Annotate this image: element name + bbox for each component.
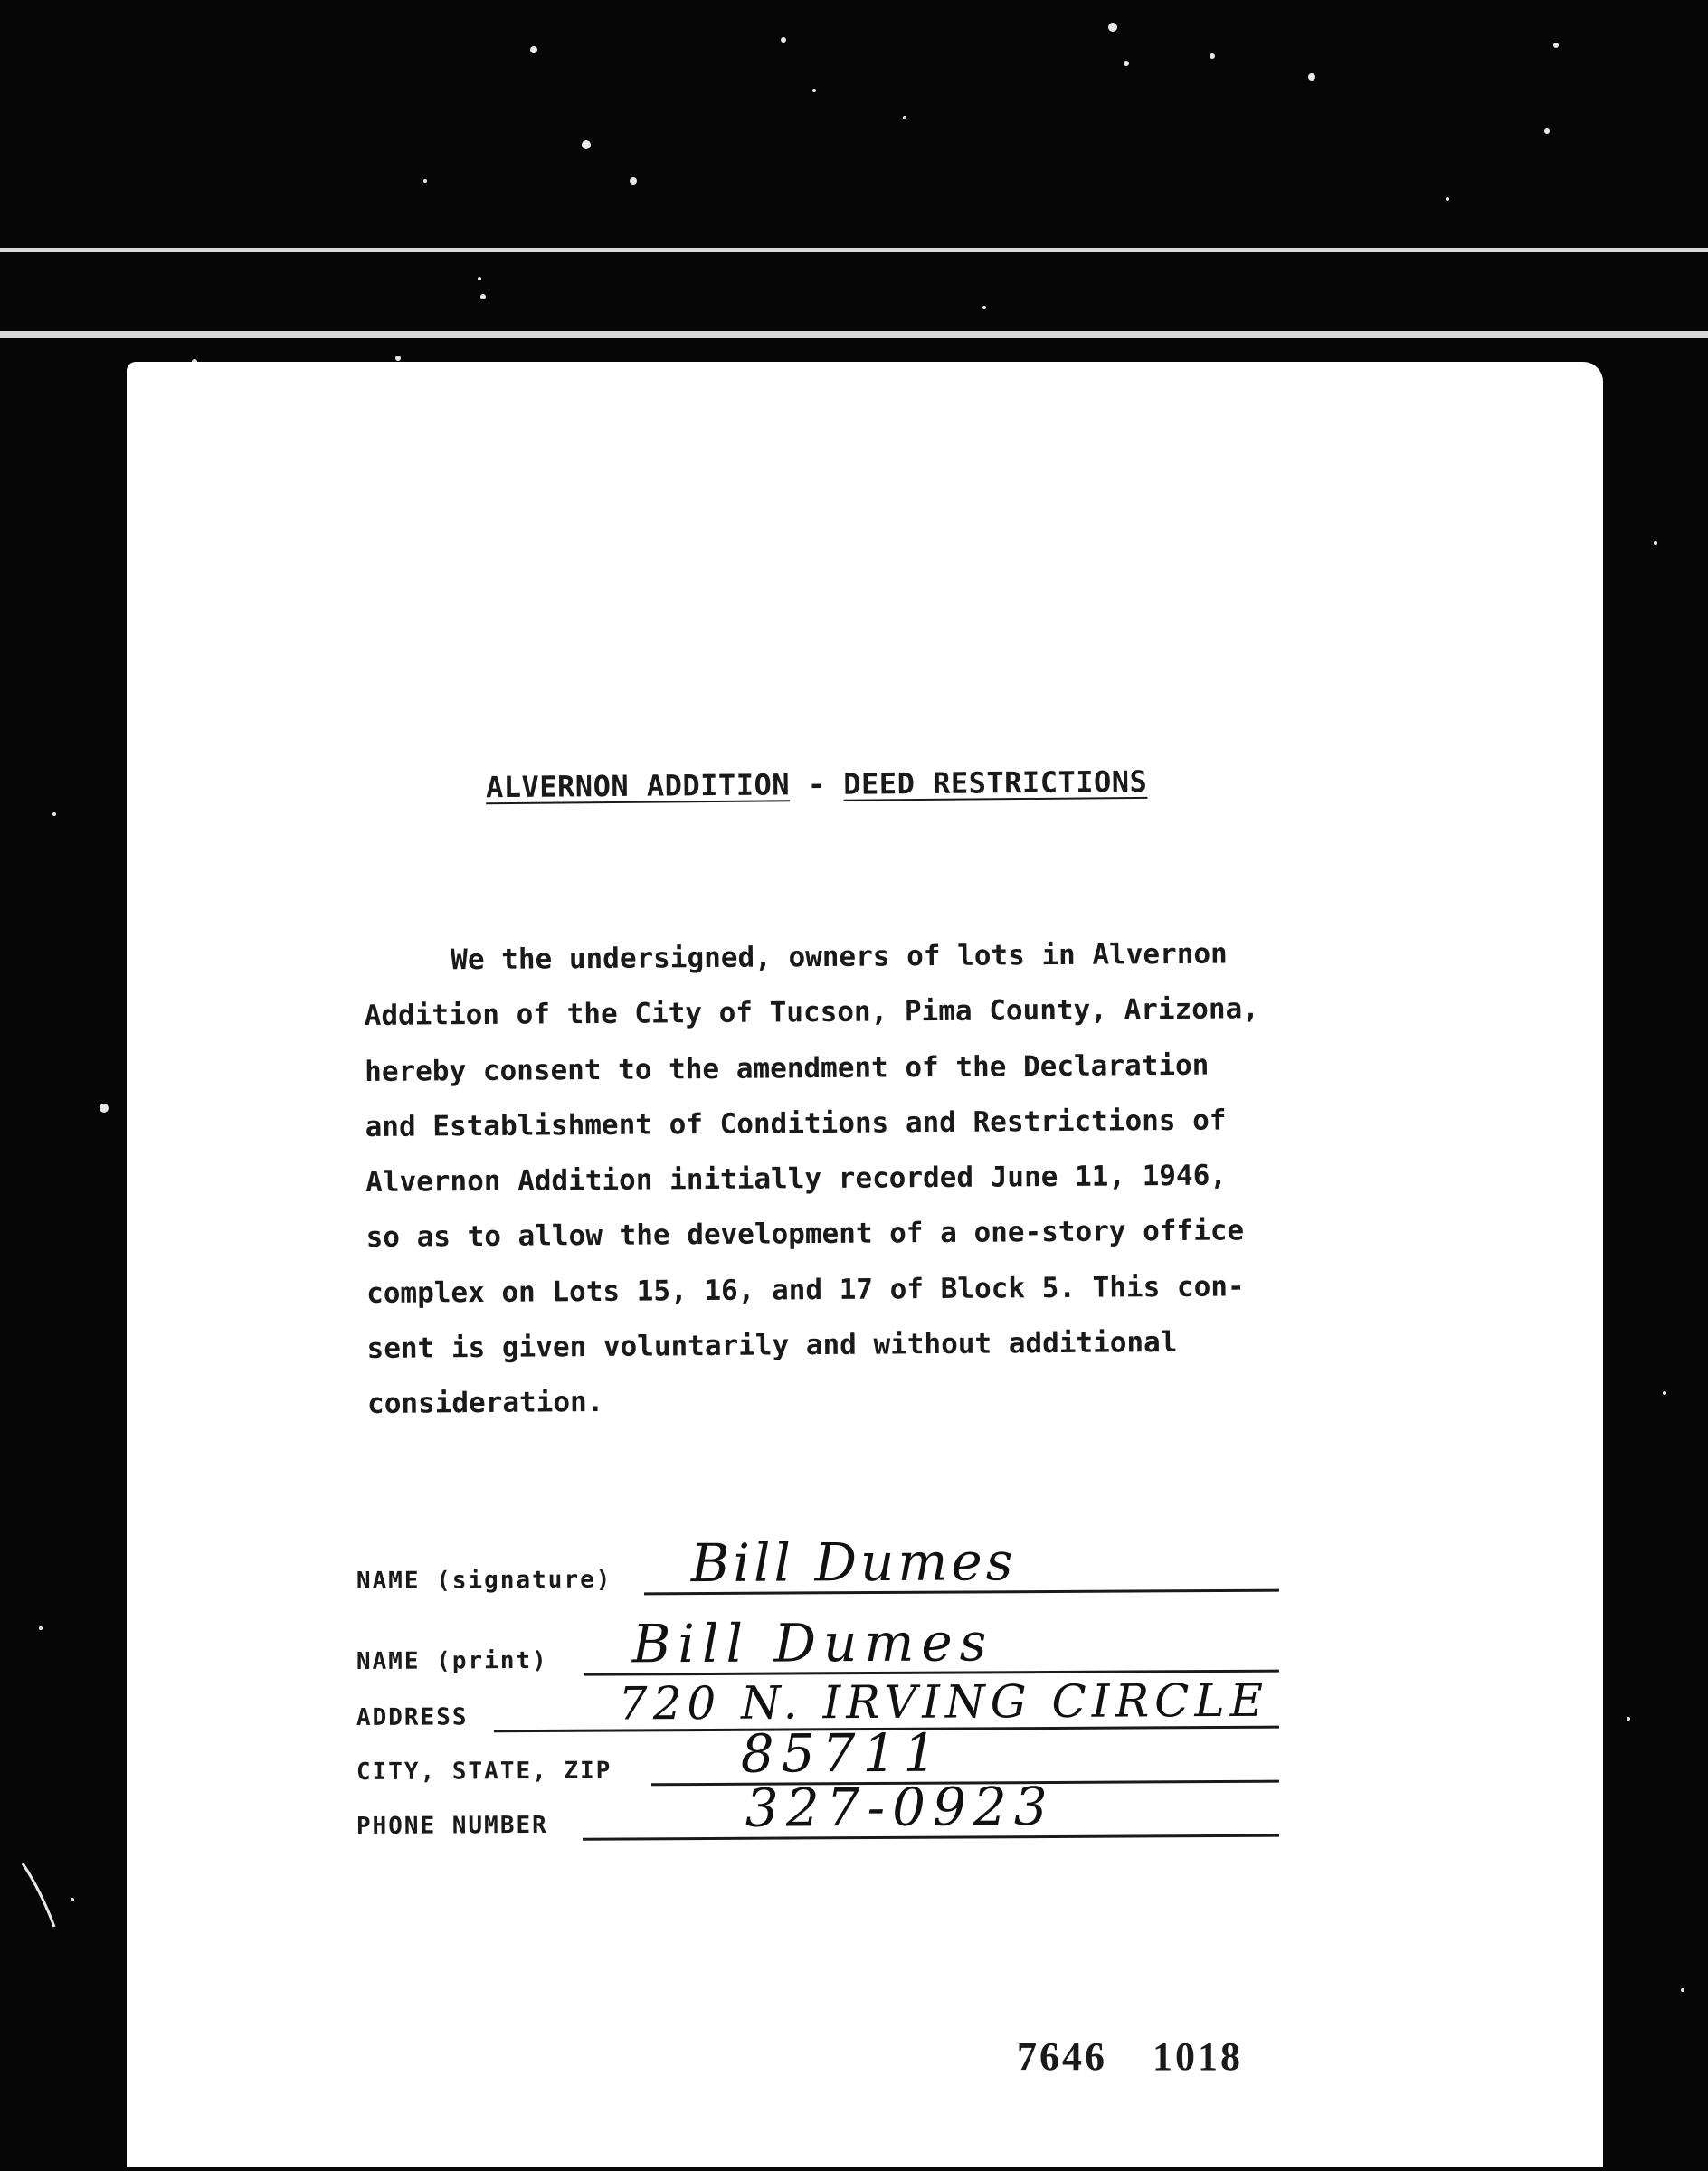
handwritten-print-name: Bill Dumes bbox=[631, 1611, 994, 1675]
phone-number-label: PHONE NUMBER bbox=[356, 1811, 548, 1840]
handwritten-zip: 85711 bbox=[740, 1721, 944, 1785]
paragraph-line: so as to allow the development of a one-story office bbox=[365, 1214, 1245, 1255]
paragraph-line: Addition of the City of Tucson, Pima County, Arizona, bbox=[364, 992, 1259, 1033]
phone-number-field bbox=[356, 1775, 1283, 1842]
page-number: 1018 bbox=[1153, 2034, 1243, 2079]
docket-number: 7646 bbox=[1017, 2034, 1107, 2079]
consent-paragraph bbox=[364, 926, 1344, 1433]
handwritten-phone-number: 327-0923 bbox=[745, 1775, 1055, 1839]
paragraph-line: consideration. bbox=[366, 1386, 604, 1421]
address-label: ADDRESS bbox=[356, 1703, 469, 1731]
recording-number bbox=[1017, 2034, 1243, 2080]
paragraph-line: Alvernon Addition initially recorded June 11, 1946, bbox=[365, 1159, 1228, 1199]
title-part-2: DEED RESTRICTIONS bbox=[843, 763, 1148, 801]
title-separator: - bbox=[807, 766, 826, 802]
city-state-zip-label: CITY, STATE, ZIP bbox=[356, 1757, 612, 1786]
paragraph-line: complex on Lots 15, 16, and 17 of Block 5. This con- bbox=[365, 1270, 1245, 1310]
paragraph-line: and Establishment of Conditions and Restrictions of bbox=[365, 1104, 1227, 1143]
print-name-field bbox=[356, 1611, 1283, 1677]
signature-field bbox=[356, 1531, 1283, 1597]
handwritten-address: 720 N. IRVING CIRCLE bbox=[618, 1673, 1269, 1730]
paragraph-line: sent is given voluntarily and without additional bbox=[366, 1326, 1178, 1366]
handwritten-signature: Bill Dumes bbox=[690, 1531, 1017, 1595]
title-part-1: ALVERNON ADDITION bbox=[485, 767, 791, 805]
print-name-label: NAME (print) bbox=[356, 1646, 548, 1675]
paragraph-line: hereby consent to the amendment of the Declaration bbox=[365, 1048, 1210, 1088]
signature-label: NAME (signature) bbox=[356, 1566, 612, 1595]
document-title bbox=[486, 764, 1155, 804]
paragraph-line: We the undersigned, owners of lots in Alvernon bbox=[451, 937, 1228, 977]
